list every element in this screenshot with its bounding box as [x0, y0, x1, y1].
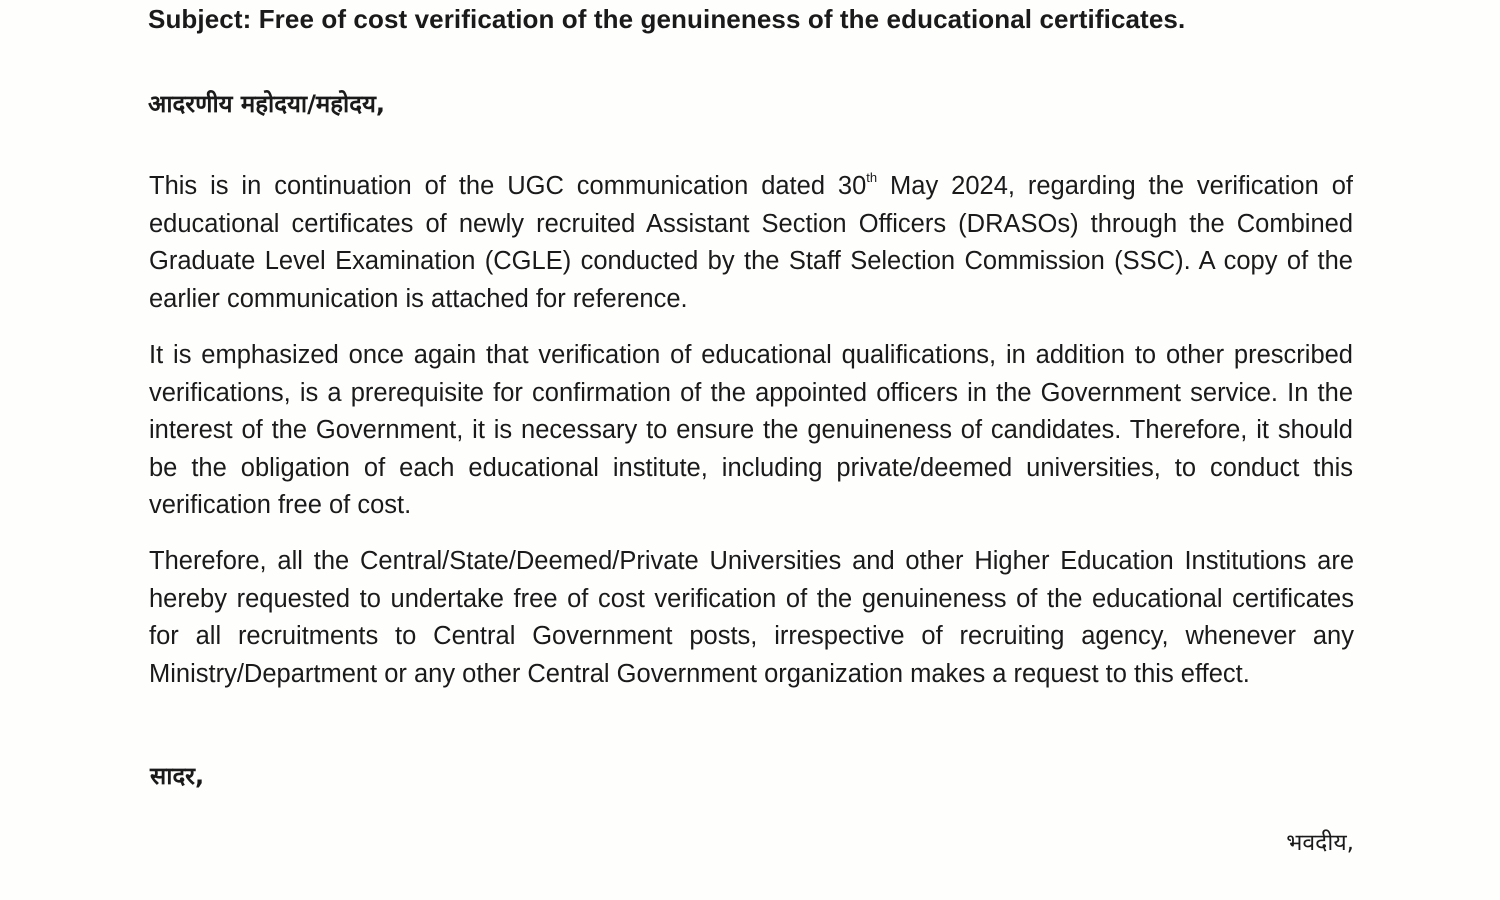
closing-greeting: सादर,	[150, 762, 205, 790]
subject-line: Subject: Free of cost verification of the genuineness of the educational certificates.	[148, 4, 1186, 34]
paragraph-continuation	[149, 168, 1353, 318]
signoff: भवदीय,	[1286, 830, 1354, 856]
paragraph-1-rest: May 2024, regarding the verification of educational certificates of newly recruited Assistant Section Officers (DRASOs) through the Combined Graduate Level Examination (CGLE) conducted by the Staff Selection Commission (SSC). A copy of the earlier communication is attached for reference.	[149, 172, 1353, 313]
paragraph-1-lead: This is in continuation of the UGC communication dated 30	[149, 172, 867, 200]
paragraph-request: Therefore, all the Central/State/Deemed/Private Universities and other Higher Education Institutions are hereby requested to undertake free of cost verification of the genuineness of the educational certificates for all recruitments to Central Government posts, irrespective of recruiting agency, whenever any Ministry/Department or any other Central Government organization makes a request to this effect.	[149, 547, 1354, 688]
paragraph-emphasis: It is emphasized once again that verification of educational qualifications, in addition to other prescribed verifications, is a prerequisite for confirmation of the appointed officers in the Government service. In the interest of the Government, it is necessary to ensure the genuineness of candidates. Therefore, it should be the obligation of each educational institute, including private/deemed universities, to conduct this verification free of cost.	[149, 341, 1353, 519]
date-ordinal-superscript: th	[866, 169, 878, 185]
salutation: आदरणीय महोदया/महोदय,	[148, 90, 385, 118]
